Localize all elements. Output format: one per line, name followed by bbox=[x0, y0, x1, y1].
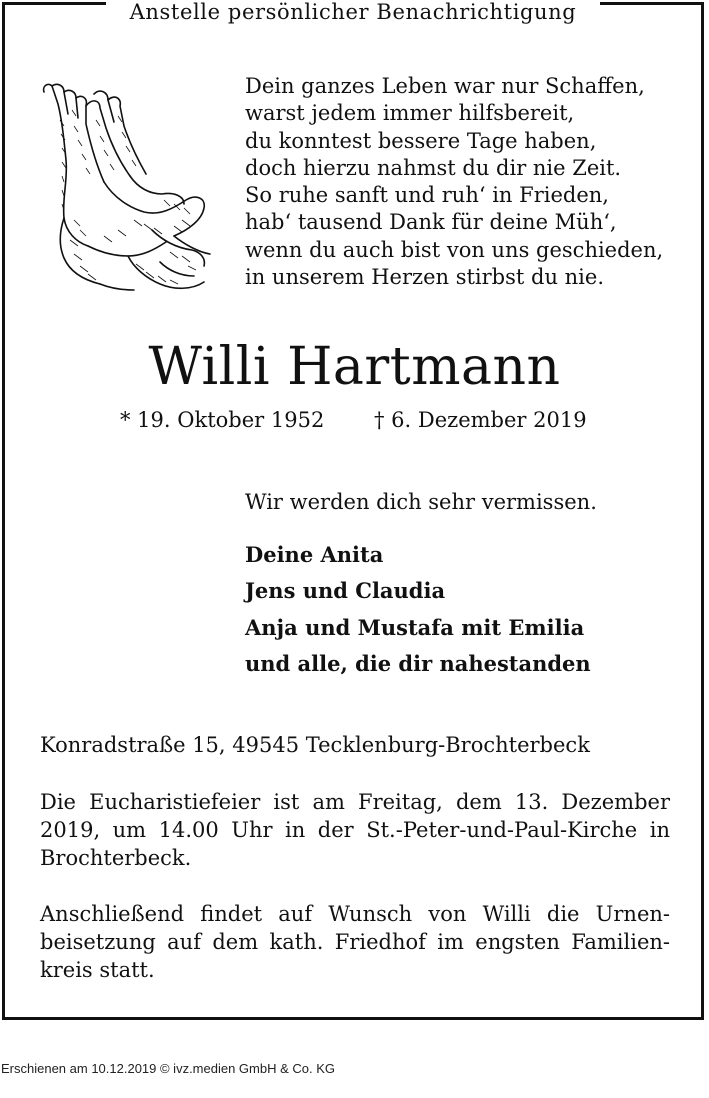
mourner-name: Deine Anita bbox=[245, 542, 384, 567]
burial-line: beisetzung auf dem kath. Friedhof im engsten Familien- bbox=[40, 930, 670, 954]
poem-line: So ruhe sanft und ruh‘ in Frieden, bbox=[245, 183, 609, 208]
poem-line: in unserem Herzen stirbst du nie. bbox=[245, 265, 604, 290]
death-date: † 6. Dezember 2019 bbox=[374, 408, 587, 432]
farewell-message: Wir werden dich sehr vermissen. bbox=[245, 490, 597, 514]
poem-line: Dein ganzes Leben war nur Schaffen, bbox=[245, 74, 645, 98]
family-address: Konradstraße 15, 49545 Tecklenburg-Brochterbeck bbox=[40, 733, 590, 757]
burial-info bbox=[40, 900, 670, 984]
burial-line: Anschließend findet auf Wunsch von Willi die Urnen- bbox=[40, 902, 670, 926]
mourners-list bbox=[245, 537, 591, 682]
poem-line: du konntest bessere Tage haben, bbox=[245, 128, 597, 153]
poem bbox=[245, 73, 685, 291]
service-line: Die Eucharistiefeier ist am Freitag, dem 13. Dezember bbox=[40, 790, 670, 814]
mourner-name: und alle, die dir nahestanden bbox=[245, 650, 591, 676]
header-notice: Anstelle persönlicher Benachrichtigung bbox=[129, 0, 577, 24]
poem-line: warst jedem immer hilfsbereit, bbox=[245, 101, 575, 126]
burial-line: kreis statt. bbox=[40, 958, 155, 982]
birth-date: * 19. Oktober 1952 bbox=[120, 408, 325, 432]
mourner-name: Jens und Claudia bbox=[245, 578, 446, 604]
praying-hands-icon bbox=[34, 80, 216, 295]
mourner-name: Anja und Mustafa mit Emilia bbox=[245, 614, 585, 640]
deceased-name: Willi Hartmann bbox=[148, 337, 561, 397]
poem-line: hab‘ tausend Dank für deine Müh‘, bbox=[245, 210, 617, 235]
publication-credit: Erschienen am 10.12.2019 © ivz.medien GmbH & Co. KG bbox=[1, 1061, 336, 1076]
service-line: Brochterbeck. bbox=[40, 846, 192, 870]
service-info bbox=[40, 788, 670, 872]
frame-top-right-rule bbox=[600, 2, 704, 5]
service-line: 2019, um 14.00 Uhr in der St.-Peter-und-Paul-Kirche in bbox=[40, 818, 670, 842]
frame-top-left-rule bbox=[2, 2, 106, 5]
poem-line: doch hierzu nahmst du dir nie Zeit. bbox=[245, 155, 622, 180]
poem-line: wenn du auch bist von uns geschieden, bbox=[245, 237, 664, 262]
